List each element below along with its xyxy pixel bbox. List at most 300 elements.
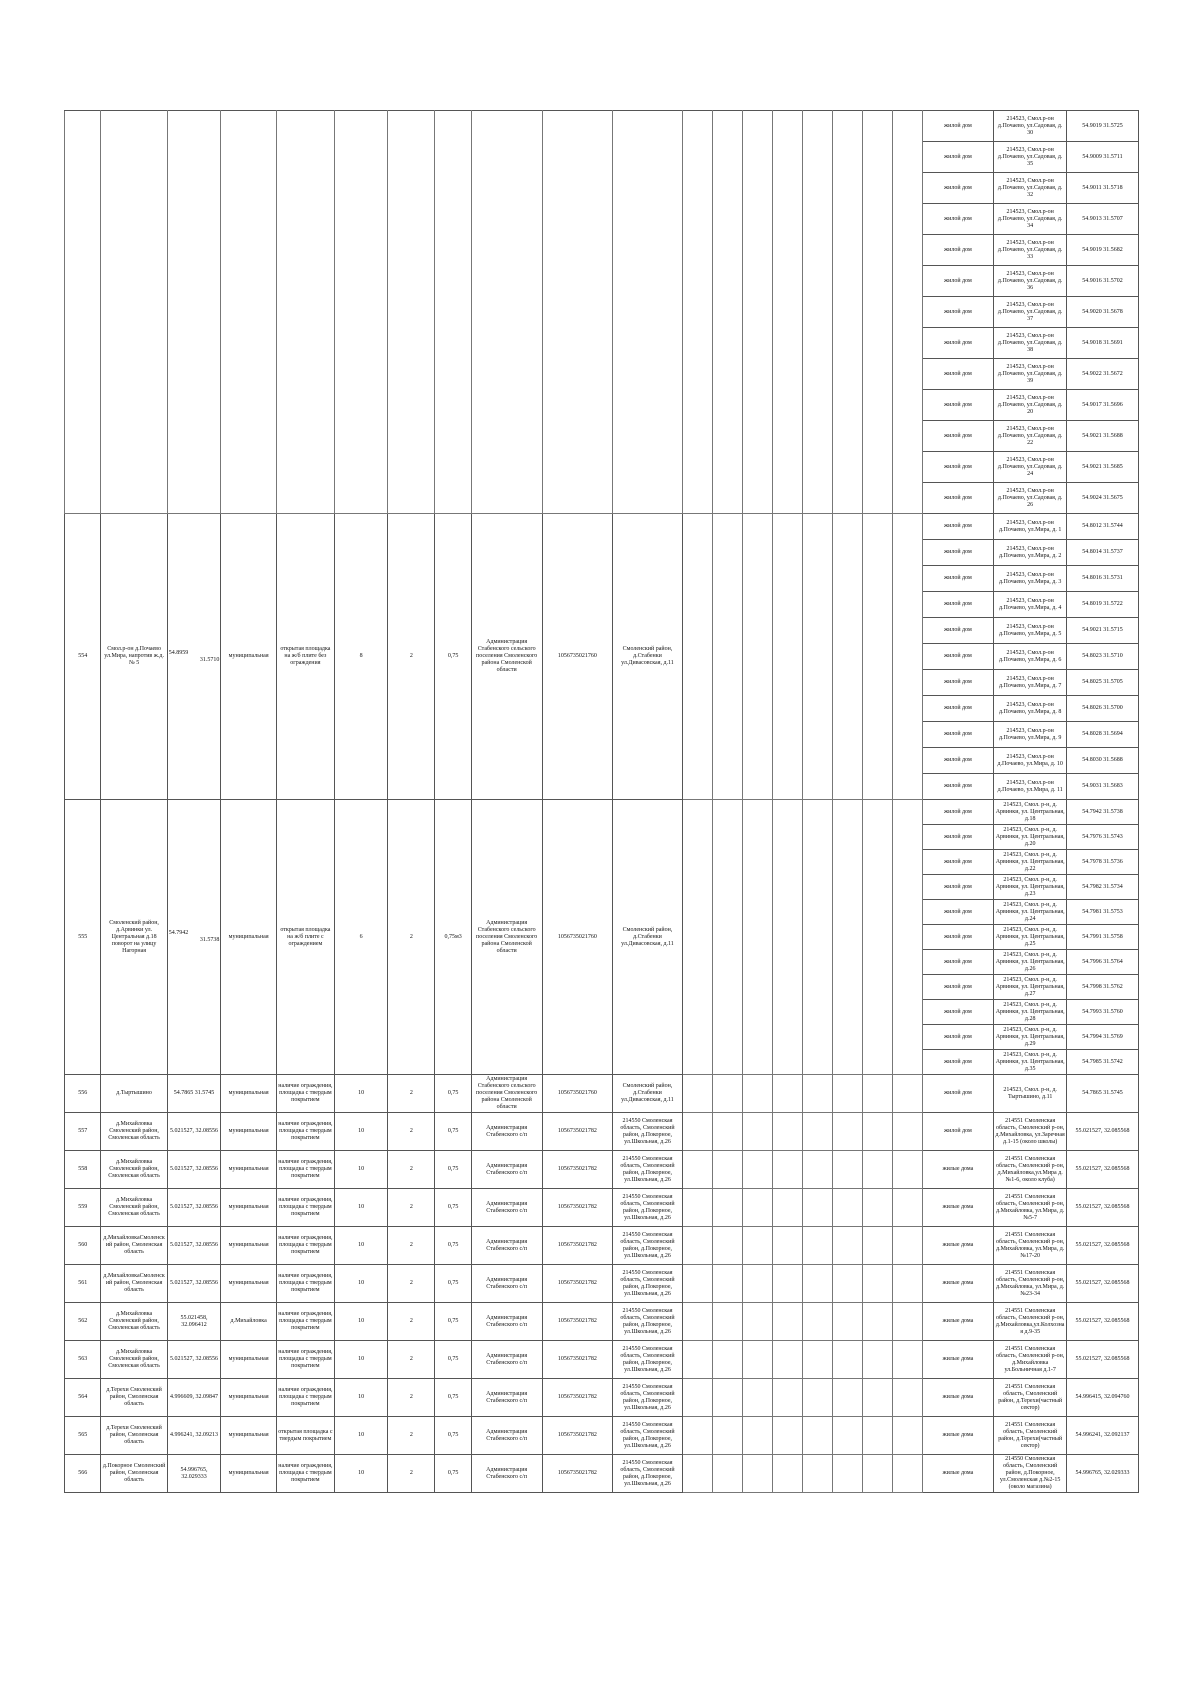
empty-cell (862, 1455, 892, 1493)
volume-cell: 0,75 (435, 514, 471, 800)
holder-address-cell: 214550 Смоленская область, Смоленский район, д.Покорное, ул.Школьная, д.26 (613, 1417, 683, 1455)
object-coords-cell: 54.7981 31.5753 (1067, 900, 1139, 925)
table-row (65, 111, 1139, 142)
object-coords-cell: 54.9011 31.5718 (1067, 173, 1139, 204)
empty-cell (832, 1379, 862, 1417)
lat-lon-cell: 54.996765, 32.029333 (167, 1455, 221, 1493)
area-cell: 10 (334, 1455, 388, 1493)
table-row (65, 1341, 1139, 1379)
object-type-cell: жилой дом (922, 618, 994, 644)
lat-lon-cell: 5.021527, 32.08556 (167, 1227, 221, 1265)
lat-lon-cell (167, 800, 221, 1075)
lat-lon-cell: 5.021527, 32.08556 (167, 1189, 221, 1227)
empty-cell (712, 800, 742, 1075)
object-type-cell: жилой дом (922, 540, 994, 566)
table-row (65, 1151, 1139, 1189)
empty-cell (832, 1341, 862, 1379)
object-address-cell: 214551 Смоленская область, Смоленский р-он, д.Михайловка, ул.Мира, д.№17-20 (994, 1227, 1067, 1265)
empty-cell (682, 800, 712, 1075)
container-count-cell: 2 (388, 1189, 435, 1227)
object-address-cell: 214550 Смоленская область, Смоленский район, д.Покорное, ул.Смоленская д.№2-15 (около магазина) (994, 1455, 1067, 1493)
object-coords-cell: 54.8028 31.5694 (1067, 722, 1139, 748)
ownership-cell: муниципальная (221, 1151, 277, 1189)
object-address-cell: 214523, Смол. р-н, д. Арвинки, ул. Центральная, д.25 (994, 925, 1067, 950)
lat-lon-cell: 5.021527, 32.08556 (167, 1341, 221, 1379)
area-cell: 8 (334, 514, 388, 800)
object-address-cell: 214523, Смол. р-н, д. Тыртышино, д.11 (994, 1075, 1067, 1113)
object-type-cell: жилой дом (922, 328, 994, 359)
empty-cell (682, 1189, 712, 1227)
object-coords-cell: 54.7942 31.5738 (1067, 800, 1139, 825)
empty-cell (772, 111, 802, 514)
object-address-cell: 214523, Смол.р-он д.Почаево, ул.Садовая, д. 32 (994, 173, 1067, 204)
object-coords-cell: 54.996415, 32.094760 (1067, 1379, 1139, 1417)
empty-cell (682, 1075, 712, 1113)
holder-address-cell: 214550 Смоленская область, Смоленский район, д.Покорное, ул.Школьная, д.26 (613, 1227, 683, 1265)
empty-cell (712, 1265, 742, 1303)
empty-cell (712, 1151, 742, 1189)
object-address-cell: 214523, Смол.р-он д.Почаево, ул.Мира, д. 1 (994, 514, 1067, 540)
surface-cell: наличие ограждения, площадка с твердым покрытием (276, 1341, 334, 1379)
object-coords-cell: 54.9031 31.5683 (1067, 774, 1139, 800)
object-coords-cell: 54.7996 31.5764 (1067, 950, 1139, 975)
object-coords-cell: 54.7994 31.5769 (1067, 1025, 1139, 1050)
object-type-cell: жилые дома (922, 1455, 994, 1493)
object-type-cell: жилой дом (922, 359, 994, 390)
object-address-cell: 214523, Смол.р-он д.Почаево, ул.Мира, д. 4 (994, 592, 1067, 618)
empty-cell (742, 1303, 772, 1341)
object-type-cell: жилой дом (922, 566, 994, 592)
object-address-cell: 214523, Смол.р-он д.Почаево, ул.Садовая, д. 24 (994, 452, 1067, 483)
area-cell: 10 (334, 1265, 388, 1303)
empty-cell (802, 1303, 832, 1341)
object-type-cell: жилые дома (922, 1227, 994, 1265)
empty-cell (334, 111, 388, 514)
volume-cell: 0,75 (435, 1151, 471, 1189)
row-number-cell: 563 (65, 1341, 101, 1379)
row-number-cell: 557 (65, 1113, 101, 1151)
table-row (65, 800, 1139, 825)
object-address-cell: 214523, Смол. р-н, д. Арвинки, ул. Центральная, д.29 (994, 1025, 1067, 1050)
empty-cell (802, 1265, 832, 1303)
empty-cell (862, 514, 892, 800)
empty-cell (772, 1379, 802, 1417)
object-coords-cell: 54.9019 31.5725 (1067, 111, 1139, 142)
object-coords-cell: 55.021527, 32.085568 (1067, 1189, 1139, 1227)
empty-cell (742, 1379, 772, 1417)
object-coords-cell: 55.021527, 32.085568 (1067, 1151, 1139, 1189)
object-type-cell: жилой дом (922, 1113, 994, 1151)
object-address-cell: 214523, Смол.р-он д.Почаево, ул.Мира, д. 10 (994, 748, 1067, 774)
empty-cell (682, 1455, 712, 1493)
object-address-cell: 214551 Смоленская область, Смоленский р-он, д.Михайловка,ул.Мира д.№1-6, около клуба) (994, 1151, 1067, 1189)
empty-cell (712, 1341, 742, 1379)
empty-cell (772, 1151, 802, 1189)
empty-cell (862, 1265, 892, 1303)
volume-cell: 0,75 (435, 1113, 471, 1151)
empty-cell (832, 1151, 862, 1189)
empty-cell (772, 514, 802, 800)
empty-cell (892, 1417, 922, 1455)
object-coords-cell: 54.7991 31.5758 (1067, 925, 1139, 950)
area-cell: 10 (334, 1227, 388, 1265)
empty-cell (892, 514, 922, 800)
area-cell: 10 (334, 1113, 388, 1151)
surface-cell: наличие ограждения, площадка с твердым покрытием (276, 1265, 334, 1303)
empty-cell (832, 1417, 862, 1455)
empty-cell (682, 1151, 712, 1189)
object-address-cell: 214551 Смоленская область, Смоленский район, д.Терехи(частный сектор) (994, 1379, 1067, 1417)
table-row (65, 1189, 1139, 1227)
empty-cell (862, 800, 892, 1075)
holder-cell: Администрация Стабенского с/п (471, 1417, 542, 1455)
empty-cell (712, 1303, 742, 1341)
lat-lon-cell: 5.021527, 32.08556 (167, 1265, 221, 1303)
container-count-cell: 2 (388, 1075, 435, 1113)
empty-cell (832, 1227, 862, 1265)
location-cell: д.Михайловка Смоленский район, Смоленская область (101, 1303, 167, 1341)
object-coords-cell: 54.9018 31.5691 (1067, 328, 1139, 359)
object-type-cell: жилой дом (922, 925, 994, 950)
empty-cell (682, 514, 712, 800)
empty-cell (471, 111, 542, 514)
empty-cell (862, 1341, 892, 1379)
table-row (65, 1227, 1139, 1265)
area-cell: 10 (334, 1417, 388, 1455)
empty-cell (388, 111, 435, 514)
row-number-cell: 555 (65, 800, 101, 1075)
empty-cell (712, 1075, 742, 1113)
container-count-cell: 2 (388, 1113, 435, 1151)
lat-lon-cell: 54.7865 31.5745 (167, 1075, 221, 1113)
object-type-cell: жилой дом (922, 748, 994, 774)
holder-address-cell: Смоленский район, д.Стабенки ул.Дивасовская, д.11 (613, 514, 683, 800)
empty-cell (276, 111, 334, 514)
lat-lon-cell: 4.996241, 32.09213 (167, 1417, 221, 1455)
location-cell: д.Михайловка Смоленский район, Смоленская область (101, 1151, 167, 1189)
area-cell: 6 (334, 800, 388, 1075)
empty-cell (832, 1189, 862, 1227)
object-coords-cell: 55.021527, 32.085568 (1067, 1303, 1139, 1341)
row-number-cell: 559 (65, 1189, 101, 1227)
object-coords-cell: 54.7978 31.5736 (1067, 850, 1139, 875)
object-coords-cell: 54.9022 31.5672 (1067, 359, 1139, 390)
holder-address-cell: Смоленский район, д.Стабенки ул.Дивасовская, д.11 (613, 800, 683, 1075)
container-count-cell: 2 (388, 1379, 435, 1417)
empty-cell (892, 111, 922, 514)
empty-cell (742, 1455, 772, 1493)
area-cell: 10 (334, 1341, 388, 1379)
container-count-cell: 2 (388, 800, 435, 1075)
table-row (65, 1303, 1139, 1341)
object-address-cell: 214523, Смол.р-он д.Почаево, ул.Садовая, д. 33 (994, 235, 1067, 266)
object-type-cell: жилой дом (922, 204, 994, 235)
location-cell: д.Михайловка Смоленский район, Смоленская область (101, 1113, 167, 1151)
empty-cell (742, 1417, 772, 1455)
holder-address-cell: 214550 Смоленская область, Смоленский район, д.Покорное, ул.Школьная, д.26 (613, 1151, 683, 1189)
row-number-cell: 564 (65, 1379, 101, 1417)
empty-cell (742, 1151, 772, 1189)
empty-cell (832, 800, 862, 1075)
empty-cell (772, 1075, 802, 1113)
empty-cell (862, 1417, 892, 1455)
object-coords-cell: 54.9021 31.5688 (1067, 421, 1139, 452)
object-coords-cell: 54.9024 31.5675 (1067, 483, 1139, 514)
object-address-cell: 214523, Смол. р-н, д. Арвинки, ул. Центральная, д.20 (994, 825, 1067, 850)
empty-cell (101, 111, 167, 514)
object-address-cell: 214523, Смол. р-н, д. Арвинки, ул. Центральная, д.35 (994, 1050, 1067, 1075)
empty-cell (862, 111, 892, 514)
object-coords-cell: 55.021527, 32.085568 (1067, 1227, 1139, 1265)
object-coords-cell: 54.8025 31.5705 (1067, 670, 1139, 696)
empty-cell (682, 1379, 712, 1417)
ogrn-cell: 1056735021760 (542, 800, 613, 1075)
empty-cell (712, 1113, 742, 1151)
empty-cell (682, 1417, 712, 1455)
object-address-cell: 214523, Смол. р-н, д. Арвинки, ул. Центральная, д.24 (994, 900, 1067, 925)
row-number-cell: 560 (65, 1227, 101, 1265)
object-type-cell: жилой дом (922, 1000, 994, 1025)
object-coords-cell: 54.996241, 32.092137 (1067, 1417, 1139, 1455)
ogrn-cell: 1056735021782 (542, 1151, 613, 1189)
ogrn-cell: 1056735021760 (542, 1075, 613, 1113)
empty-cell (682, 1265, 712, 1303)
object-address-cell: 214523, Смол.р-он д.Почаево, ул.Мира, д. 6 (994, 644, 1067, 670)
empty-cell (742, 514, 772, 800)
registry-body (65, 111, 1139, 1493)
lat-lon-cell: 5.021527, 32.08556 (167, 1151, 221, 1189)
object-type-cell: жилой дом (922, 266, 994, 297)
object-address-cell: 214523, Смол. р-н, д. Арвинки, ул. Центральная, д.28 (994, 1000, 1067, 1025)
holder-address-cell: 214550 Смоленская область, Смоленский район, д.Покорное, ул.Школьная, д.26 (613, 1303, 683, 1341)
object-type-cell: жилой дом (922, 774, 994, 800)
object-address-cell: 214523, Смол.р-он д.Почаево, ул.Садовая, д. 26 (994, 483, 1067, 514)
object-coords-cell: 54.9017 31.5696 (1067, 390, 1139, 421)
empty-cell (892, 1303, 922, 1341)
object-coords-cell: 54.9021 31.5715 (1067, 618, 1139, 644)
area-cell: 10 (334, 1151, 388, 1189)
location-cell: д.Тыртышино (101, 1075, 167, 1113)
object-type-cell: жилой дом (922, 950, 994, 975)
holder-cell: Администрация Стабенского с/п (471, 1227, 542, 1265)
lat-lon-cell: 55.021458, 32.096412 (167, 1303, 221, 1341)
volume-cell: 0,75 (435, 1189, 471, 1227)
object-address-cell: 214523, Смол.р-он д.Почаево, ул.Садовая, д. 20 (994, 390, 1067, 421)
holder-cell: Администрация Стабенского сельского поселения Смоленского района Смоленской области (471, 514, 542, 800)
empty-cell (221, 111, 277, 514)
object-type-cell: жилой дом (922, 173, 994, 204)
object-address-cell: 214523, Смол.р-он д.Почаево, ул.Садовая, д. 36 (994, 266, 1067, 297)
ogrn-cell: 1056735021782 (542, 1303, 613, 1341)
surface-cell: открытая площадка на ж/б плите с ограждением (276, 800, 334, 1075)
surface-cell: наличие ограждения, площадка с твердым покрытием (276, 1113, 334, 1151)
volume-cell: 0,75 (435, 1265, 471, 1303)
empty-cell (892, 1227, 922, 1265)
holder-cell: Администрация Стабенского с/п (471, 1189, 542, 1227)
empty-cell (682, 1303, 712, 1341)
object-type-cell: жилой дом (922, 1075, 994, 1113)
empty-cell (772, 1303, 802, 1341)
empty-cell (772, 800, 802, 1075)
empty-cell (802, 800, 832, 1075)
object-coords-cell: 54.8012 31.5744 (1067, 514, 1139, 540)
ownership-cell: муниципальная (221, 1379, 277, 1417)
empty-cell (772, 1341, 802, 1379)
object-address-cell: 214523, Смол.р-он д.Почаево, ул.Мира, д. 7 (994, 670, 1067, 696)
latitude: 54.8959 (168, 649, 189, 656)
row-number-cell: 561 (65, 1265, 101, 1303)
empty-cell (742, 1227, 772, 1265)
area-cell: 10 (334, 1075, 388, 1113)
holder-address-cell: 214550 Смоленская область, Смоленский район, д.Покорное, ул.Школьная, д.26 (613, 1189, 683, 1227)
holder-address-cell: 214550 Смоленская область, Смоленский район, д.Покорное, ул.Школьная, д.26 (613, 1265, 683, 1303)
surface-cell: открытая площадка на ж/б плите без ограждения (276, 514, 334, 800)
surface-cell: наличие ограждения, площадка с твердым покрытием (276, 1303, 334, 1341)
empty-cell (802, 1379, 832, 1417)
empty-cell (862, 1113, 892, 1151)
container-count-cell: 2 (388, 1417, 435, 1455)
empty-cell (742, 111, 772, 514)
empty-cell (892, 1265, 922, 1303)
longitude: 31.5710 (199, 656, 220, 663)
object-address-cell: 214523, Смол.р-он д.Почаево, ул.Мира, д. 3 (994, 566, 1067, 592)
empty-cell (682, 1341, 712, 1379)
table-row (65, 1265, 1139, 1303)
object-coords-cell: 54.9013 31.5707 (1067, 204, 1139, 235)
empty-cell (167, 111, 221, 514)
container-count-cell: 2 (388, 1265, 435, 1303)
object-type-cell: жилой дом (922, 850, 994, 875)
surface-cell: открытая площадка с твердым покрытием (276, 1417, 334, 1455)
volume-cell: 0,75 (435, 1227, 471, 1265)
object-address-cell: 214523, Смол.р-он д.Почаево, ул.Садовая, д. 30 (994, 111, 1067, 142)
location-cell: д.Покорное Смоленский район, Смоленская область (101, 1455, 167, 1493)
table-row (65, 1379, 1139, 1417)
empty-cell (772, 1227, 802, 1265)
ogrn-cell: 1056735021782 (542, 1265, 613, 1303)
row-number-cell: 558 (65, 1151, 101, 1189)
volume-cell: 0,75м3 (435, 800, 471, 1075)
empty-cell (772, 1189, 802, 1227)
empty-cell (712, 1417, 742, 1455)
volume-cell: 0,75 (435, 1303, 471, 1341)
container-count-cell: 2 (388, 514, 435, 800)
ownership-cell: муниципальная (221, 1113, 277, 1151)
row-number-cell: 566 (65, 1455, 101, 1493)
holder-cell: Администрация Стабенского с/п (471, 1113, 542, 1151)
object-coords-cell: 55.021527, 32.085568 (1067, 1341, 1139, 1379)
ownership-cell: муниципальная (221, 1227, 277, 1265)
holder-address-cell: 214550 Смоленская область, Смоленский район, д.Покорное, ул.Школьная, д.26 (613, 1379, 683, 1417)
ownership-cell: муниципальная (221, 800, 277, 1075)
object-type-cell: жилой дом (922, 421, 994, 452)
object-address-cell: 214523, Смол.р-он д.Почаево, ул.Мира, д. 8 (994, 696, 1067, 722)
holder-cell: Администрация Стабенского с/п (471, 1379, 542, 1417)
location-cell: д.МихайловкаСмоленский район, Смоленская область (101, 1265, 167, 1303)
location-cell: д.Михайловка Смоленский район, Смоленская область (101, 1341, 167, 1379)
area-cell: 10 (334, 1379, 388, 1417)
object-address-cell: 214551 Смоленская область, Смоленский р-он, д.Михайловка,ул.Колхозная д.9-35 (994, 1303, 1067, 1341)
empty-cell (832, 1265, 862, 1303)
holder-cell: Администрация Стабенского с/п (471, 1151, 542, 1189)
object-address-cell: 214523, Смол. р-н, д. Арвинки, ул. Центральная, д.18 (994, 800, 1067, 825)
empty-cell (832, 1303, 862, 1341)
ownership-cell: д.Михайловка (221, 1303, 277, 1341)
empty-cell (802, 1151, 832, 1189)
empty-cell (682, 1113, 712, 1151)
empty-cell (742, 1075, 772, 1113)
holder-address-cell: 214550 Смоленская область, Смоленский район, д.Покорное, ул.Школьная, д.26 (613, 1341, 683, 1379)
surface-cell: наличие ограждения, площадка с твердым покрытием (276, 1379, 334, 1417)
empty-cell (742, 1113, 772, 1151)
object-type-cell: жилой дом (922, 483, 994, 514)
empty-cell (712, 1189, 742, 1227)
ogrn-cell: 1056735021760 (542, 514, 613, 800)
row-number-cell: 565 (65, 1417, 101, 1455)
surface-cell: наличие ограждения, площадка с твердым покрытием (276, 1455, 334, 1493)
volume-cell: 0,75 (435, 1417, 471, 1455)
object-address-cell: 214523, Смол.р-он д.Почаево, ул.Садовая, д. 35 (994, 142, 1067, 173)
empty-cell (832, 1113, 862, 1151)
object-type-cell: жилой дом (922, 390, 994, 421)
object-coords-cell: 54.8023 31.5710 (1067, 644, 1139, 670)
surface-cell: наличие ограждения, площадка с твердым покрытием (276, 1189, 334, 1227)
empty-cell (435, 111, 471, 514)
empty-cell (802, 1341, 832, 1379)
object-type-cell: жилой дом (922, 975, 994, 1000)
empty-cell (742, 800, 772, 1075)
empty-cell (802, 1417, 832, 1455)
holder-cell: Администрация Стабенского с/п (471, 1341, 542, 1379)
object-address-cell: 214523, Смол.р-он д.Почаево, ул.Мира, д. 11 (994, 774, 1067, 800)
location-cell: Смоленский район, д.Арвинки ул. Центральная д.18 поворот на улицу Нагорная (101, 800, 167, 1075)
lat-lon-cell: 4.996609, 32.09847 (167, 1379, 221, 1417)
object-coords-cell: 54.996765, 32.029333 (1067, 1455, 1139, 1493)
object-coords-cell: 55.021527, 32.085568 (1067, 1265, 1139, 1303)
empty-cell (892, 1151, 922, 1189)
object-address-cell: 214523, Смол.р-он д.Почаево, ул.Садовая, д. 22 (994, 421, 1067, 452)
empty-cell (772, 1265, 802, 1303)
object-coords-cell: 54.8019 31.5722 (1067, 592, 1139, 618)
location-cell: д.Михайловка Смоленский район, Смоленская область (101, 1189, 167, 1227)
surface-cell: наличие ограждения, площадка с твердым покрытием (276, 1075, 334, 1113)
volume-cell: 0,75 (435, 1075, 471, 1113)
object-type-cell: жилой дом (922, 722, 994, 748)
ogrn-cell: 1056735021782 (542, 1417, 613, 1455)
ogrn-cell: 1056735021782 (542, 1227, 613, 1265)
empty-cell (772, 1113, 802, 1151)
location-cell: Смол.р-он д.Почаево ул.Мира, напротив ж.д. № 5 (101, 514, 167, 800)
empty-cell (802, 1113, 832, 1151)
object-address-cell: 214551 Смоленская область, Смоленский р-он, д.Михайловка, ул.Заречная д.1-15 (около школы) (994, 1113, 1067, 1151)
holder-cell: Администрация Стабенского с/п (471, 1455, 542, 1493)
object-type-cell: жилые дома (922, 1417, 994, 1455)
empty-cell (832, 1075, 862, 1113)
table-row (65, 1113, 1139, 1151)
object-address-cell: 214523, Смол.р-он д.Почаево, ул.Садовая, д. 37 (994, 297, 1067, 328)
empty-cell (65, 111, 101, 514)
ownership-cell: муниципальная (221, 1455, 277, 1493)
holder-cell: Администрация Стабенского с/п (471, 1265, 542, 1303)
object-type-cell: жилой дом (922, 111, 994, 142)
lat-lon-cell: 5.021527, 32.08556 (167, 1113, 221, 1151)
empty-cell (772, 1417, 802, 1455)
object-coords-cell: 54.8014 31.5737 (1067, 540, 1139, 566)
row-number-cell: 562 (65, 1303, 101, 1341)
holder-cell: Администрация Стабенского сельского поселения Смоленского района Смоленской области (471, 1075, 542, 1113)
empty-cell (832, 514, 862, 800)
volume-cell: 0,75 (435, 1379, 471, 1417)
